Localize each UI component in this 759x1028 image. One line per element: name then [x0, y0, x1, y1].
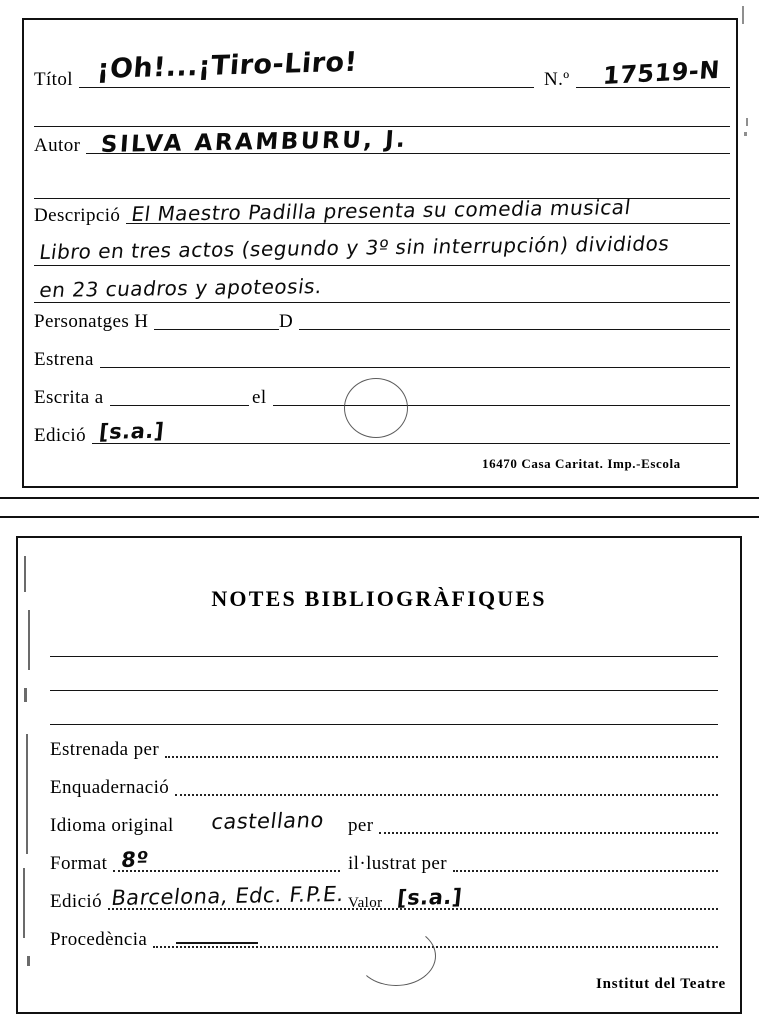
valor-handwritten-value: [s.a.]	[396, 884, 464, 910]
institut-footer: Institut del Teatre	[596, 976, 726, 992]
descripcio-handwritten-line-1: El Maestro Padilla presenta su comedia musical	[130, 195, 633, 226]
page-edge-mark	[744, 132, 747, 136]
enquadernacio-label: Enquadernació	[50, 777, 170, 798]
field-idioma-per	[348, 816, 718, 837]
titol-rule	[79, 86, 534, 88]
field-format	[50, 854, 340, 875]
num-handwritten-value: 17519-N	[602, 55, 721, 90]
scan-speckle	[28, 610, 30, 670]
blank-note-rule-2	[50, 690, 718, 691]
valor-label: Valor	[348, 895, 383, 911]
personatges-d-rule	[299, 328, 730, 330]
format-label: Format	[50, 853, 108, 874]
field-estrenada-per	[50, 740, 718, 761]
escrita-el-label: el	[252, 387, 267, 408]
idioma-per-label: per	[348, 815, 374, 836]
procedencia-handwritten-stroke	[176, 942, 258, 944]
personatges-label: Personatges H	[34, 311, 149, 332]
num-label: N.º	[544, 69, 570, 90]
scan-speckle	[27, 956, 30, 966]
titol-handwritten-value: ¡Oh!...¡Tiro-Liro!	[96, 46, 359, 85]
estrenada-per-rule	[165, 755, 718, 758]
estrenada-per-label: Estrenada per	[50, 739, 160, 760]
escrita-a-rule	[110, 404, 249, 406]
printer-imprint: 16470 Casa Caritat. Imp.-Escola	[482, 456, 681, 471]
scan-speckle	[23, 868, 25, 938]
card-separator-rule-top	[0, 497, 759, 499]
idioma-per-rule	[379, 831, 718, 834]
pencil-circle-mark-bottom	[356, 926, 436, 986]
page-edge-mark	[742, 6, 744, 24]
descripcio-label: Descripció	[34, 205, 121, 226]
edicio-handwritten-value: [s.a.]	[98, 418, 166, 444]
field-idioma-original	[50, 816, 210, 837]
edicio-label: Edició	[34, 425, 86, 446]
field-estrena	[34, 350, 730, 371]
titol-label: Títol	[34, 69, 73, 90]
autor-label: Autor	[34, 135, 81, 156]
idioma-handwritten-value: castellano	[210, 808, 326, 834]
top-catalogue-card	[22, 18, 738, 488]
escrita-el-rule	[273, 404, 730, 406]
estrena-label: Estrena	[34, 349, 94, 370]
edicio-bottom-handwritten-value: Barcelona, Edc. F.P.E.	[110, 881, 346, 910]
idioma-label: Idioma original	[50, 815, 174, 836]
edicio-bottom-label: Edició	[50, 891, 102, 912]
card-separator-rule-bottom	[0, 516, 759, 518]
estrena-rule	[100, 366, 730, 368]
procedencia-label: Procedència	[50, 929, 148, 950]
notes-heading: NOTES BIBLIOGRÀFIQUES	[211, 586, 547, 611]
field-illustrat-per	[348, 854, 718, 875]
illustrat-per-rule	[453, 869, 718, 872]
field-personatges-h	[34, 312, 279, 333]
page-edge-mark	[746, 118, 748, 126]
procedencia-rule	[153, 945, 718, 948]
bottom-catalogue-card	[16, 536, 742, 1014]
edicio-rule	[92, 442, 730, 444]
descripcio-rule-2	[34, 265, 730, 266]
scan-speckle	[24, 688, 27, 702]
descripcio-handwritten-line-3: en 23 cuadros y apoteosis.	[38, 274, 324, 302]
field-escrita-a	[34, 388, 249, 409]
field-personatges-d	[279, 312, 730, 333]
personatges-h-rule	[154, 328, 279, 330]
format-handwritten-value: 8º	[120, 847, 150, 872]
field-escrita-el	[252, 388, 730, 409]
personatges-d-label: D	[279, 311, 294, 332]
escrita-a-label: Escrita a	[34, 387, 104, 408]
descripcio-handwritten-line-2: Libro en tres actos (segundo y 3º sin interrupción) divididos	[38, 231, 671, 264]
field-enquadernacio	[50, 778, 718, 799]
autor-handwritten-value: SILVA ARAMBURU, J.	[100, 126, 409, 158]
pencil-circle-mark	[344, 378, 408, 438]
blank-note-rule-3	[50, 724, 718, 725]
illustrat-per-label: il·lustrat per	[348, 853, 447, 874]
scan-speckle	[26, 734, 28, 854]
descripcio-rule-3	[34, 302, 730, 303]
enquadernacio-rule	[175, 793, 718, 796]
blank-note-rule-1	[50, 656, 718, 657]
